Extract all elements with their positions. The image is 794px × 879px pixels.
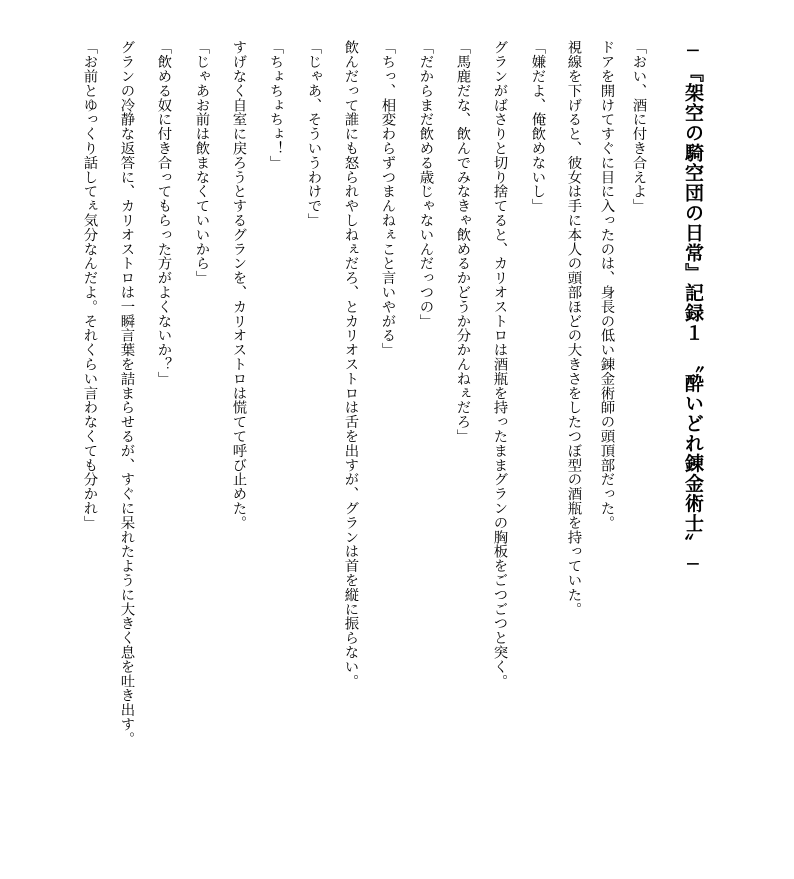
text-line: ドアを開けてすぐに目に入ったのは、身長の低い錬金術師の頭頂部だった。 [598,40,615,530]
text-line: 「おい、酒に付き合えよ」 [630,40,647,213]
text-line: 「馬鹿だな、飲んでみなきゃ飲めるかどうか分かんねぇだろ」 [454,40,471,444]
text-line: 飲んだって誰にも怒られやしねぇだろ、とカリオストロは舌を出すが、グランは首を縦に振らない。 [342,40,359,688]
text-line: 「じゃあお前は飲まなくていいから」 [193,40,210,285]
document-title: ─『架空の騎空団の日常』記録１ 〝酔いどれ錬金術士〟─ [682,40,704,577]
text-line: 「だからまだ飲める歳じゃないんだっつの」 [417,40,434,328]
text-line: 「ちょちょちょ！」 [267,40,284,170]
text-line: グランがばさりと切り捨てると、カリオストロは酒瓶を持ったままグランの胸板をごつごつと突く。 [491,40,508,688]
text-line: 「嫌だよ、俺飲めないし」 [529,40,546,213]
text-line: 視線を下げると、彼女は手に本人の頭部ほどの大きさをしたつぼ型の酒瓶を持っていた。 [565,40,582,616]
text-line: すげなく自室に戻ろうとするグランを、カリオストロは慌てて呼び止めた。 [230,40,247,530]
text-line: 「じゃあ、そういうわけで」 [305,40,322,228]
text-line: 「お前とゆっくり話してぇ気分なんだよ。それくらい言わなくても分かれ」 [81,40,98,530]
text-line: グランの冷静な返答に、カリオストロは一瞬言葉を詰まらせるが、すぐに呆れたように大きく息を吐き出す。 [118,40,135,746]
text-line: 「飲める奴に付き合ってもらった方がよくないか？」 [155,40,172,386]
text-line: 「ちっ、相変わらずつまんねぇこと言いやがる」 [379,40,396,357]
